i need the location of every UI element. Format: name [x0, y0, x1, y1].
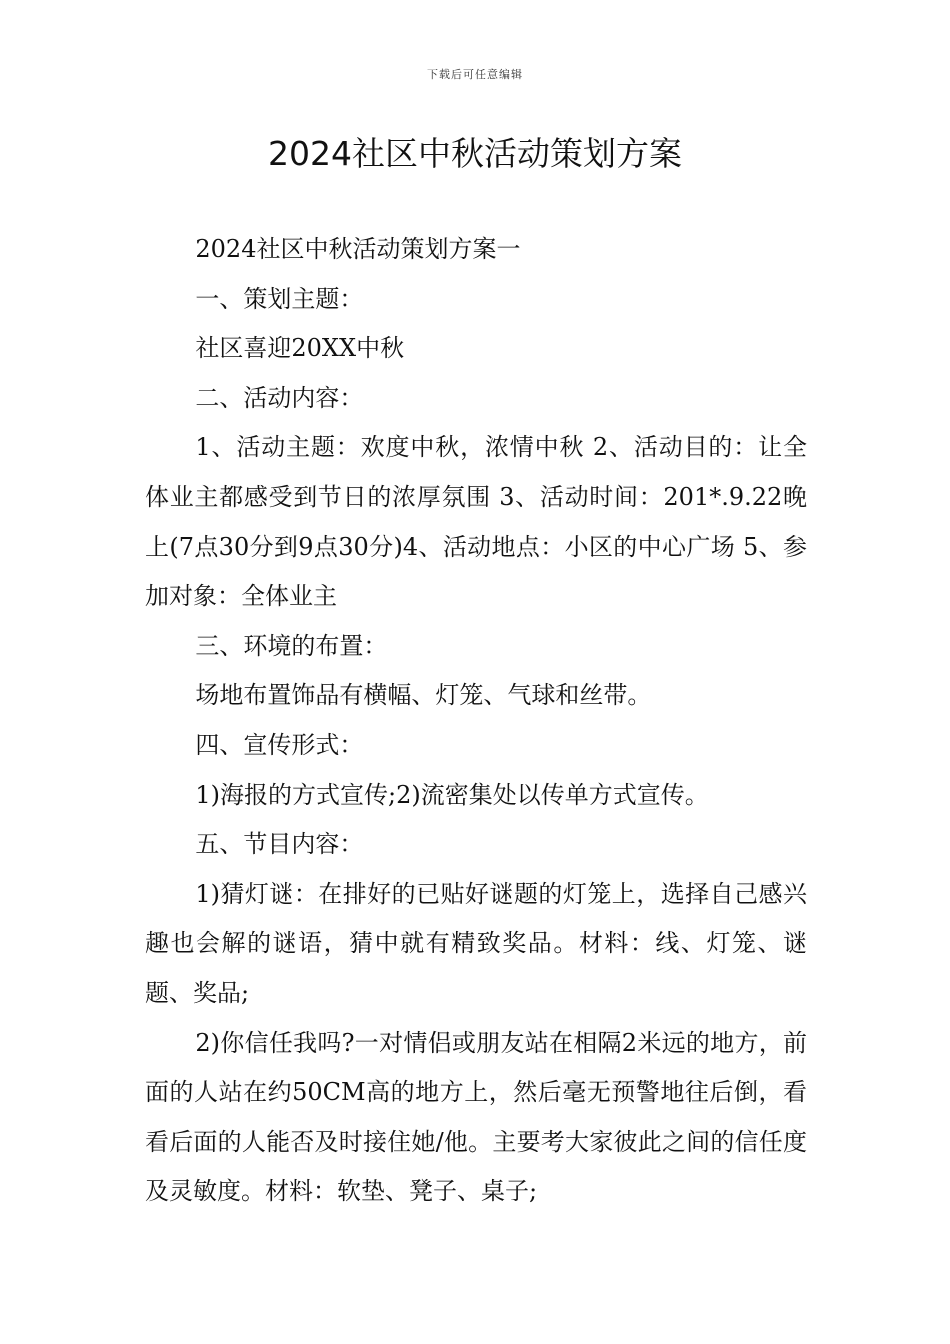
document-title: 2024社区中秋活动策划方案: [268, 134, 682, 173]
paragraph-heading-2: 二、活动内容：: [195, 383, 364, 412]
paragraph-decoration: 场地布置饰品有横幅、灯笼、气球和丝带。: [195, 681, 652, 710]
document-body: [145, 225, 807, 1217]
paragraph-activity-details: 1、活动主题：欢度中秋，浓情中秋 2、活动目的：让全体业主都感受到节日的浓厚氛围 3、活动时间：201*.9.22晚上(7点30分到9点30分)4、活动地点：小区的中心广场 5、参加对象：全体业主: [145, 433, 807, 611]
paragraph-program-1: 1)猜灯谜：在排好的已贴好谜题的灯笼上，选择自己感兴趣也会解的谜语，猜中就有精致奖品。材料：线、灯笼、谜题、奖品;: [145, 879, 807, 1007]
paragraph-theme: 社区喜迎20XX中秋: [195, 334, 405, 363]
paragraph-heading-5: 五、节目内容：: [195, 830, 364, 859]
header-note: 下载后可任意编辑: [427, 68, 523, 81]
paragraph-heading-1: 一、策划主题：: [195, 284, 364, 313]
paragraph-program-2: 2)你信任我吗?一对情侣或朋友站在相隔2米远的地方，前面的人站在约50CM高的地方上，然后毫无预警地往后倒，看看后面的人能否及时接住她/他。主要考大家彼此之间的信任度及灵敏度。材料：软垫、凳子、桌子;: [145, 1028, 807, 1206]
paragraph-subtitle: 2024社区中秋活动策划方案一: [195, 235, 521, 263]
paragraph-heading-3: 三、环境的布置：: [195, 631, 388, 660]
paragraph-promotion: 1)海报的方式宣传;2)流密集处以传单方式宣传。: [195, 780, 709, 809]
paragraph-heading-4: 四、宣传形式：: [195, 730, 364, 759]
